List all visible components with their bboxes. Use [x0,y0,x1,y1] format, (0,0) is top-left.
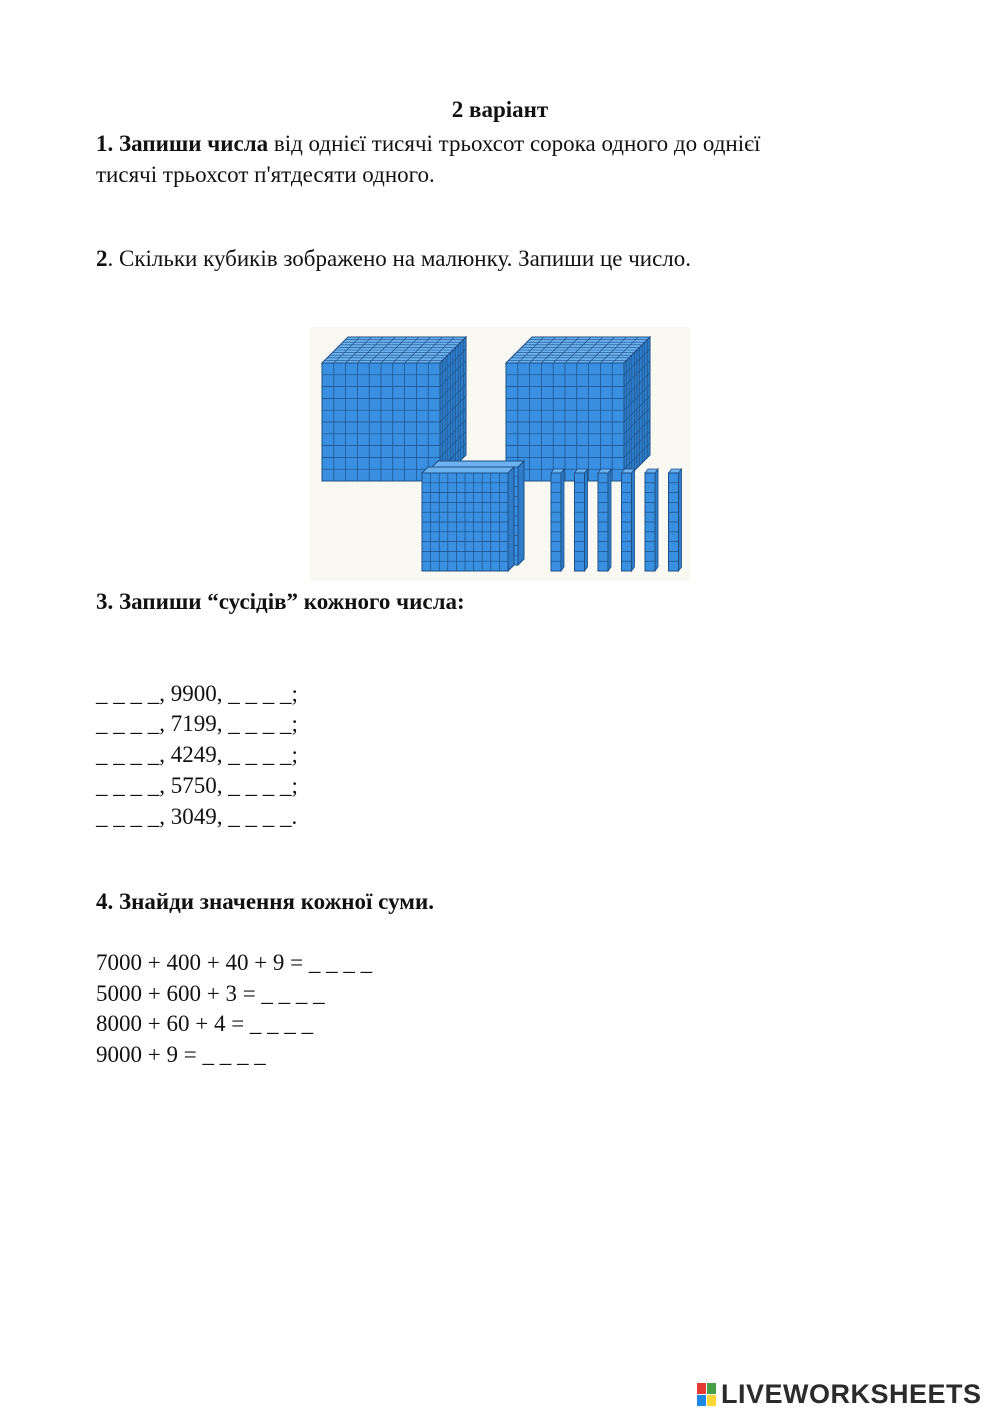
task-3-line: _ _ _ _, 4249, _ _ _ _; [96,742,298,767]
task-4-line: 9000 + 9 = _ _ _ _ [96,1042,266,1067]
task-2-text: . Скільки кубиків зображено на малюнку. Запиши це число. [107,246,692,271]
task-3-line: _ _ _ _, 9900, _ _ _ _; [96,681,298,706]
task-4-heading [96,886,434,917]
task-1-bold-text: Запиши числа [119,131,269,156]
task-1-text: від однієї тисячі трьохсот сорока одного до однієї [273,131,761,156]
task-3-heading-text: 3. Запиши “сусідів” кожного числа: [96,589,465,614]
logo-mark-icon [697,1383,717,1407]
task-4-line: 5000 + 600 + 3 = _ _ _ _ [96,981,325,1006]
liveworksheets-logo [697,1378,993,1412]
logo-text: LIVEWORKSHEETS [721,1379,982,1409]
page-title: 2 варіант [451,97,549,122]
task-4-heading-text: 4. Знайди значення кожної суми. [96,889,434,914]
task-3-line: _ _ _ _, 7199, _ _ _ _; [96,711,298,736]
task-4-line: 8000 + 60 + 4 = _ _ _ _ [96,1011,314,1036]
base-ten-blocks-figure [310,327,690,581]
task-1-line-2: тисячі трьохсот п'ятдесяти одного. [96,162,435,187]
base-ten-blocks-icon [310,327,690,581]
task-4-line: 7000 + 400 + 40 + 9 = _ _ _ _ [96,950,373,975]
task-3-heading [96,586,465,617]
task-2-number: 2 [96,246,108,271]
task-3-line: _ _ _ _, 5750, _ _ _ _; [96,773,298,798]
task-1-number: 1. [96,131,114,156]
task-2-line [96,243,691,274]
task-3-line: _ _ _ _, 3049, _ _ _ _. [96,804,298,829]
task-1-line-1 [96,128,760,159]
